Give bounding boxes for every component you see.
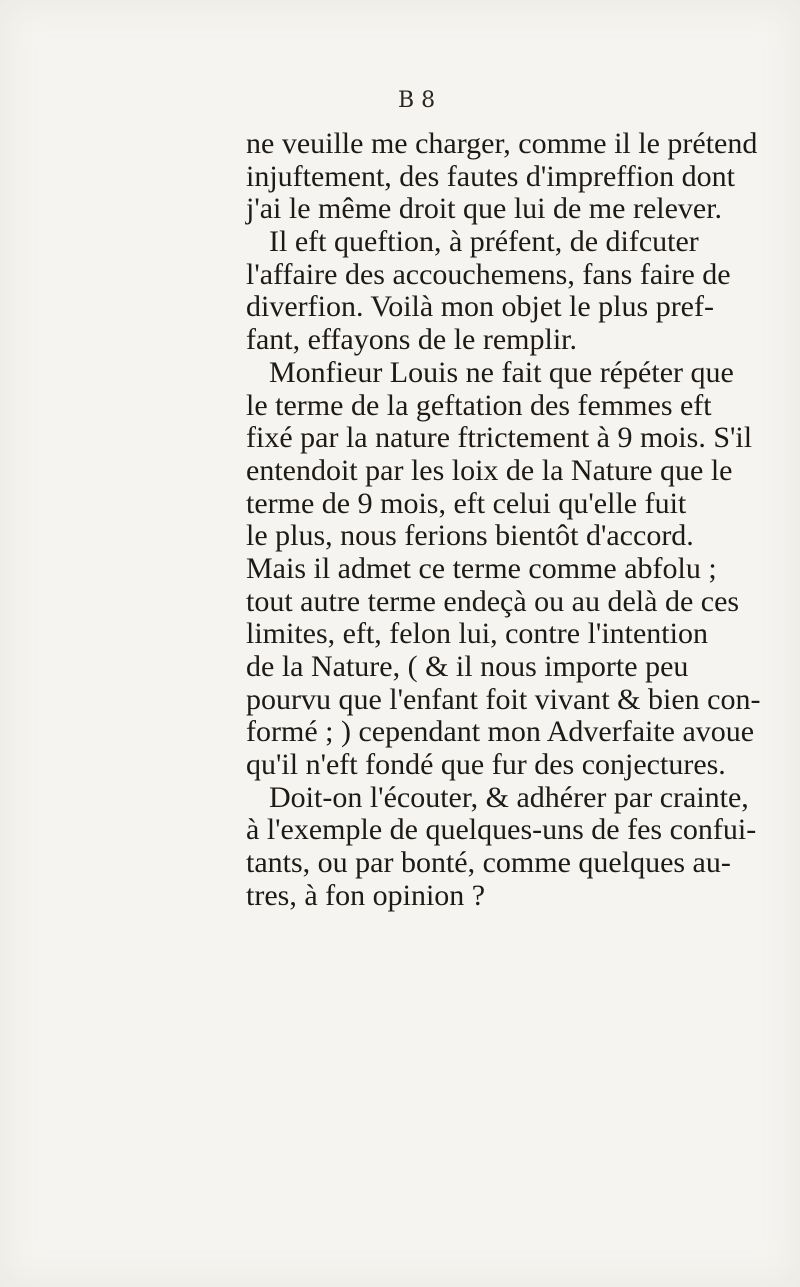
text-line: fant, effayons de le remplir.	[246, 323, 577, 357]
text-line: Doit-on l'écouter, & adhérer par crainte,	[269, 780, 749, 814]
text-line: entendoit par les loix de la Nature que le	[246, 453, 733, 487]
text-line: pourvu que l'enfant foit vivant & bien con-	[246, 682, 761, 716]
text-line: limites, eft, felon lui, contre l'intention	[246, 617, 708, 651]
text-line: le terme de la geftation des femmes eft	[246, 388, 712, 422]
body-text	[246, 128, 766, 913]
text-line: Il eft queftion, à préfent, de difcuter	[269, 225, 699, 259]
text-line: tants, ou par bonté, comme quelques au-	[246, 846, 731, 880]
text-line: le plus, nous ferions bientôt d'accord.	[246, 519, 694, 553]
text-line: Mais il admet ce terme comme abfolu ;	[246, 551, 717, 585]
text-line: fixé par la nature ftrictement à 9 mois. S'il	[246, 421, 753, 455]
text-line: ne veuille me charger, comme il le prétend	[246, 127, 758, 160]
text-line: j'ai le même droit que lui de me relever.	[246, 192, 723, 226]
text-line: tres, à fon opinion ?	[246, 878, 486, 912]
text-line: injuftement, des fautes d'impreffion dont	[246, 159, 735, 193]
text-line: de la Nature, ( & il nous importe peu	[246, 650, 689, 683]
text-line: qu'il n'eft fondé que fur des conjectures.	[246, 748, 726, 782]
text-line: diverfion. Voilà mon objet le plus pref-	[246, 290, 714, 324]
text-line: tout autre terme endeçà ou au delà de ces	[246, 584, 740, 618]
text-line: l'affaire des accouchemens, fans faire de	[246, 257, 731, 291]
signature-mark: B 8	[398, 88, 436, 113]
text-line: Monfieur Louis ne fait que répéter que	[269, 355, 734, 389]
text-line: à l'exemple de quelques-uns de fes confui-	[246, 813, 757, 847]
text-line: terme de 9 mois, eft celui qu'elle fuit	[246, 486, 687, 520]
text-line: formé ; ) cependant mon Adverfaite avoue	[246, 715, 755, 749]
